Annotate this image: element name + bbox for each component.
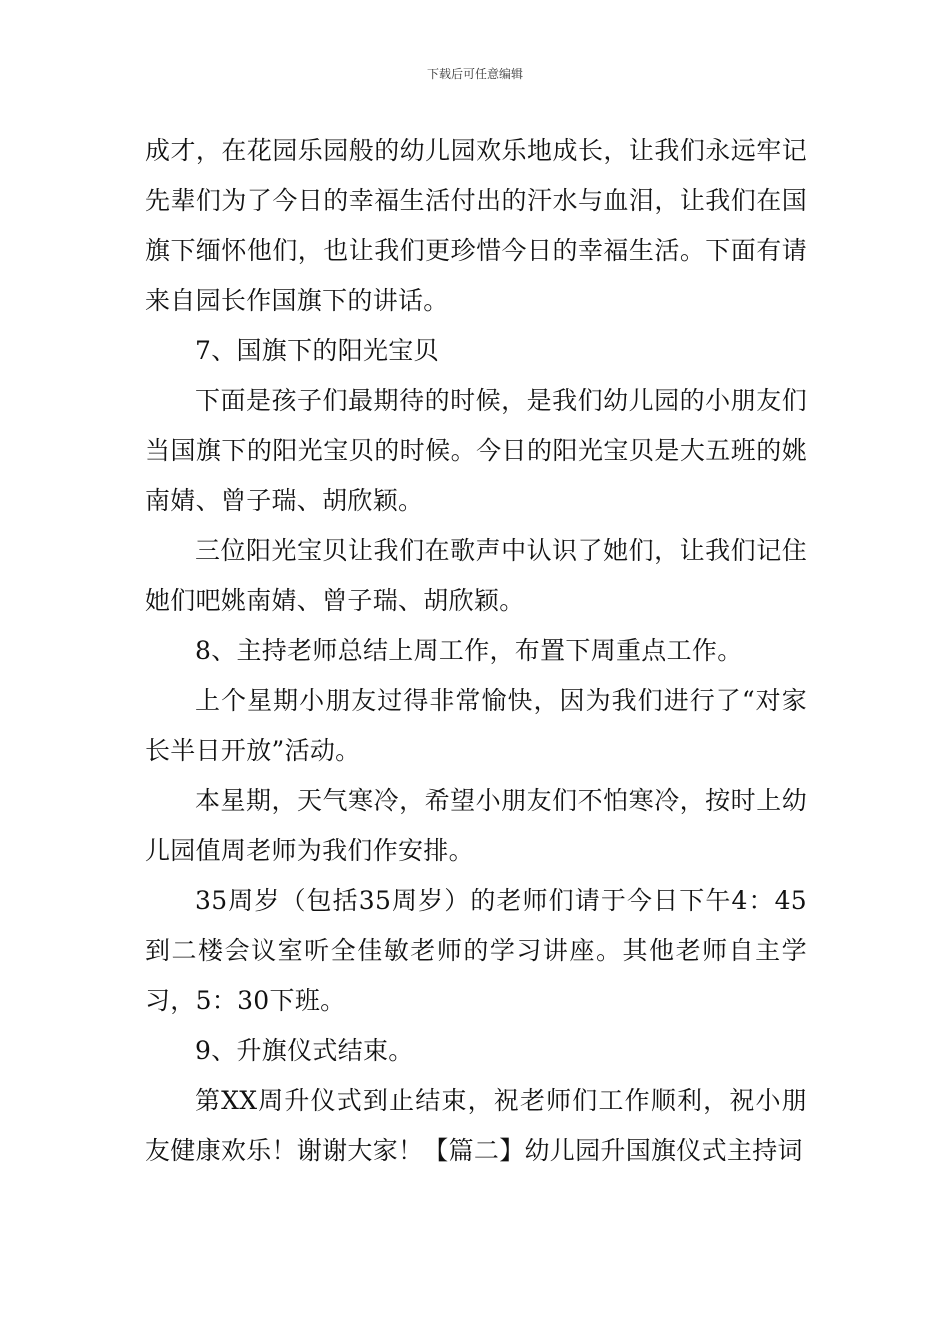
paragraph-6: 上个星期小朋友过得非常愉快，因为我们进行了“对家长半日开放”活动。 — [145, 686, 807, 765]
paragraph-1: 成才，在花园乐园般的幼儿园欢乐地成长，让我们永远牢记先辈们为了今日的幸福生活付出的汗水与血泪，让我们在国旗下缅怀他们，也让我们更珍惜今日的幸福生活。下面有请来自园长作国旗下的讲话。 — [145, 136, 807, 315]
document-body — [145, 126, 807, 1176]
paragraph-3: 下面是孩子们最期待的时候，是我们幼儿园的小朋友们当国旗下的阳光宝贝的时候。今日的阳光宝贝是大五班的姚南婧、曾子瑞、胡欣颖。 — [145, 386, 807, 515]
paragraph-10: 第XX周升仪式到止结束，祝老师们工作顺利，祝小朋友健康欢乐！谢谢大家！【篇二】幼儿园升国旗仪式主持词 — [145, 1086, 807, 1165]
paragraph-7: 本星期，天气寒冷，希望小朋友们不怕寒冷，按时上幼儿园值周老师为我们作安排。 — [145, 786, 807, 865]
page-header: 下载后可任意编辑 — [426, 67, 523, 81]
section-heading-9: 9、升旗仪式结束。 — [195, 1036, 414, 1065]
section-heading-7: 7、国旗下的阳光宝贝 — [195, 336, 439, 365]
section-heading-8: 8、主持老师总结上周工作，布置下周重点工作。 — [195, 636, 743, 665]
paragraph-8: 35周岁（包括35周岁）的老师们请于今日下午4：45到二楼会议室听全佳敏老师的学习讲座。其他老师自主学习，5：30下班。 — [145, 886, 807, 1015]
paragraph-4: 三位阳光宝贝让我们在歌声中认识了她们，让我们记住她们吧姚南婧、曾子瑞、胡欣颖。 — [145, 536, 807, 615]
